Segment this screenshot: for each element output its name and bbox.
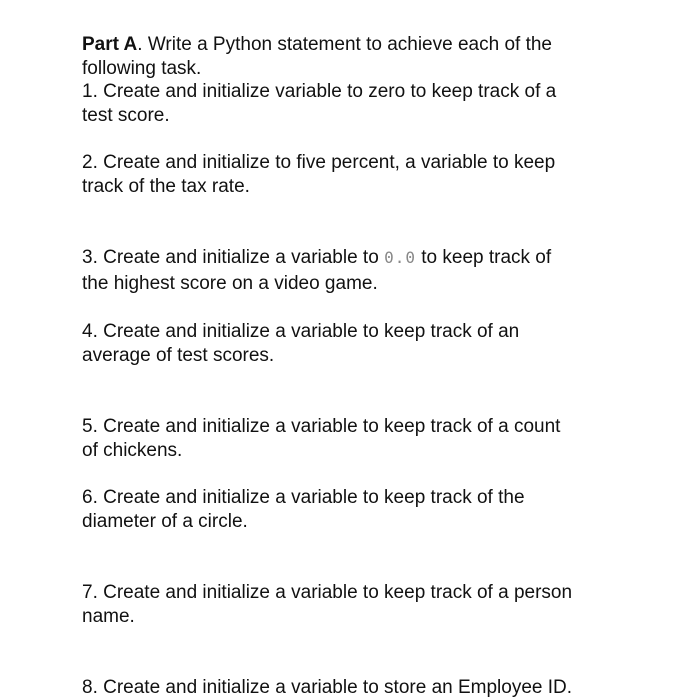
question-2-line2: track of the tax rate. <box>82 176 250 197</box>
question-3 <box>82 246 642 296</box>
question-6 <box>82 486 642 534</box>
question-7-line1: 7. Create and initialize a variable to keep track of a person <box>82 582 573 603</box>
part-a-intro-line2: following task. <box>82 58 202 79</box>
part-a-intro <box>82 33 642 81</box>
part-a-label: Part A <box>82 34 138 55</box>
question-7-line2: name. <box>82 606 135 627</box>
question-3-line1 <box>82 246 642 270</box>
question-5-line2: of chickens. <box>82 440 183 461</box>
question-4-line2: average of test scores. <box>82 345 275 366</box>
question-2 <box>82 151 642 199</box>
question-6-line2: diameter of a circle. <box>82 511 248 532</box>
question-1-line1: 1. Create and initialize variable to zero to keep track of a <box>82 81 557 102</box>
question-1-line2: test score. <box>82 105 170 126</box>
question-6-line1: 6. Create and initialize a variable to keep track of the <box>82 487 525 508</box>
part-a-intro-text: . Write a Python statement to achieve each of the <box>137 34 552 55</box>
question-3-text-before: 3. Create and initialize a variable to <box>82 247 385 268</box>
question-4-line1: 4. Create and initialize a variable to keep track of an <box>82 321 520 342</box>
question-5-line1: 5. Create and initialize a variable to keep track of a count <box>82 416 561 437</box>
question-8-line1: 8. Create and initialize a variable to store an Employee ID. <box>82 677 573 698</box>
question-4 <box>82 320 642 368</box>
question-7 <box>82 581 642 629</box>
question-1 <box>82 80 642 128</box>
question-2-line1: 2. Create and initialize to five percent, a variable to keep <box>82 152 556 173</box>
question-3-text-after: to keep track of <box>415 247 552 268</box>
question-8 <box>82 676 642 700</box>
question-3-code-value: 0.0 <box>384 248 416 267</box>
question-3-line2: the highest score on a video game. <box>82 273 378 294</box>
question-5 <box>82 415 642 463</box>
part-a-intro-line1 <box>82 33 642 57</box>
